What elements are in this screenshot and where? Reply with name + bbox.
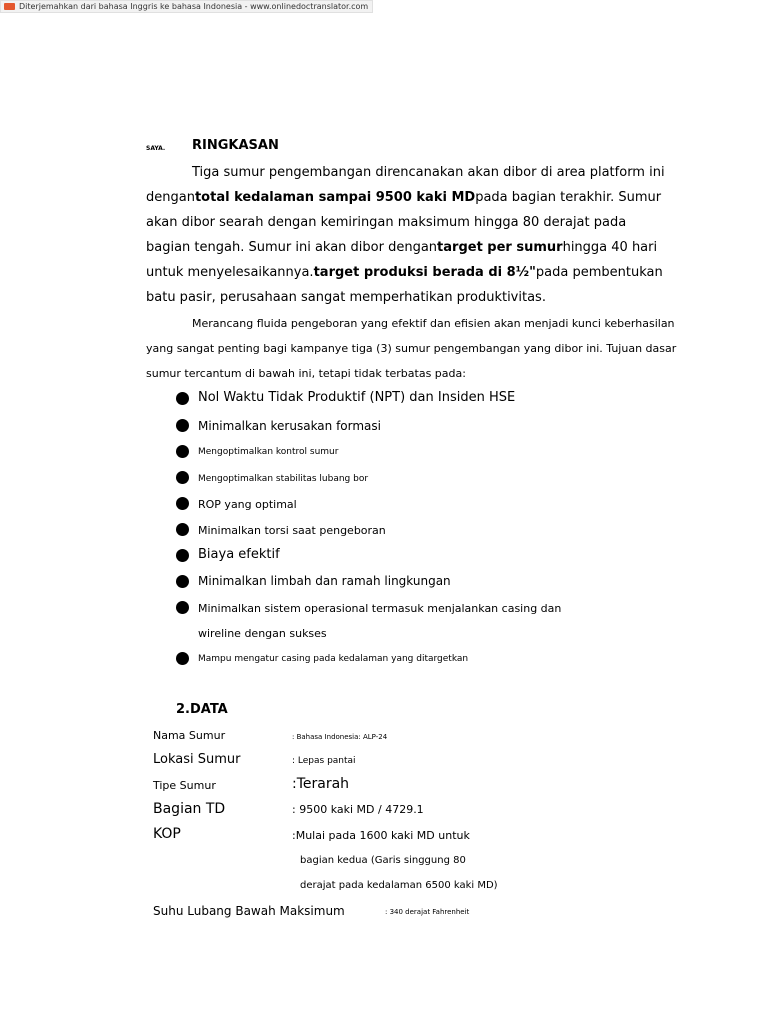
summary-bold-text: target produksi berada di 8½" xyxy=(313,265,536,280)
data-value: : Bahasa Indonesia: ALP-24 xyxy=(292,733,388,741)
summary-line-2 xyxy=(146,185,666,210)
data-label: Bagian TD xyxy=(153,801,226,817)
objective-line-3: sumur tercantum di bawah ini, tetapi tidak terbatas pada: xyxy=(146,367,466,380)
objective-paragraph xyxy=(146,311,677,386)
list-item-text: Minimalkan limbah dan ramah lingkungan xyxy=(198,574,451,588)
bullet-icon xyxy=(176,497,189,510)
data-value: : Lepas pantai xyxy=(292,756,356,766)
summary-paragraph xyxy=(146,160,666,310)
data-value: : 340 derajat Fahrenheit xyxy=(385,908,470,916)
data-label: Nama Sumur xyxy=(153,729,226,742)
summary-line-1: Tiga sumur pengembangan direncanakan akan dibor di area platform ini xyxy=(192,165,665,180)
section-number: SAYA. xyxy=(146,145,166,152)
bullet-icon xyxy=(176,419,189,432)
list-item-text: Biaya efektif xyxy=(198,547,280,562)
data-label: Suhu Lubang Bawah Maksimum xyxy=(153,904,345,918)
data-label: Lokasi Sumur xyxy=(153,752,241,767)
list-item-text: Nol Waktu Tidak Produktif (NPT) dan Insiden HSE xyxy=(198,390,516,405)
data-value: :Terarah xyxy=(292,776,350,792)
data-value-continued: bagian kedua (Garis singgung 80 xyxy=(300,855,466,866)
translator-logo-icon xyxy=(4,3,15,10)
bullet-icon xyxy=(176,471,189,484)
summary-text: pada pembentukan xyxy=(535,265,663,280)
list-item-text: Minimalkan sistem operasional termasuk menjalankan casing dan xyxy=(198,602,562,615)
section-title-data: 2.DATA xyxy=(176,702,228,717)
list-item-text: Mampu mengatur casing pada kedalaman yang ditargetkan xyxy=(198,654,469,664)
bullet-icon xyxy=(176,601,189,614)
section-title-ringkasan: RINGKASAN xyxy=(192,138,279,153)
translator-banner[interactable] xyxy=(0,0,373,13)
data-value: : 9500 kaki MD / 4729.1 xyxy=(292,803,424,816)
summary-bold-text: total kedalaman sampai 9500 kaki MD xyxy=(194,190,476,205)
summary-line-6: batu pasir, perusahaan sangat memperhatikan produktivitas. xyxy=(146,290,546,305)
summary-text: dengan xyxy=(146,190,195,205)
data-value: :Mulai pada 1600 kaki MD untuk xyxy=(292,829,470,842)
summary-bold-text: target per sumur xyxy=(437,240,563,255)
banner-text: Diterjemahkan dari bahasa Inggris ke bahasa Indonesia - www.onlinedoctranslator.com xyxy=(19,2,369,11)
list-item-text: Minimalkan kerusakan formasi xyxy=(198,419,381,433)
summary-text: pada bagian terakhir. Sumur xyxy=(475,190,662,205)
summary-line-3: akan dibor searah dengan kemiringan maksimum hingga 80 derajat pada xyxy=(146,215,627,230)
objective-line-1: Merancang fluida pengeboran yang efektif dan efisien akan menjadi kunci keberhasilan xyxy=(192,317,675,330)
bullet-icon xyxy=(176,523,189,536)
data-label: Tipe Sumur xyxy=(153,779,216,792)
bullet-icon xyxy=(176,445,189,458)
summary-text: hingga 40 hari xyxy=(562,240,658,255)
summary-text: untuk menyelesaikannya. xyxy=(146,265,314,280)
objective-line-2: yang sangat penting bagi kampanye tiga (3) sumur pengembangan yang dibor ini. Tujuan dasar xyxy=(146,342,677,355)
bullet-icon xyxy=(176,575,189,588)
list-item-text: Minimalkan torsi saat pengeboran xyxy=(198,524,386,537)
list-item-text: Mengoptimalkan stabilitas lubang bor xyxy=(198,474,369,484)
data-label: KOP xyxy=(153,826,181,842)
list-item-text: wireline dengan sukses xyxy=(198,627,327,640)
list-item-text: ROP yang optimal xyxy=(198,498,297,511)
summary-line-5 xyxy=(146,260,666,285)
bullet-icon xyxy=(176,549,189,562)
bullet-icon xyxy=(176,392,189,405)
bullet-icon xyxy=(176,652,189,665)
summary-text: bagian tengah. Sumur ini akan dibor dengan xyxy=(146,240,438,255)
list-item-text: Mengoptimalkan kontrol sumur xyxy=(198,447,339,457)
summary-line-4 xyxy=(146,235,666,260)
data-value-continued: derajat pada kedalaman 6500 kaki MD) xyxy=(300,880,498,891)
